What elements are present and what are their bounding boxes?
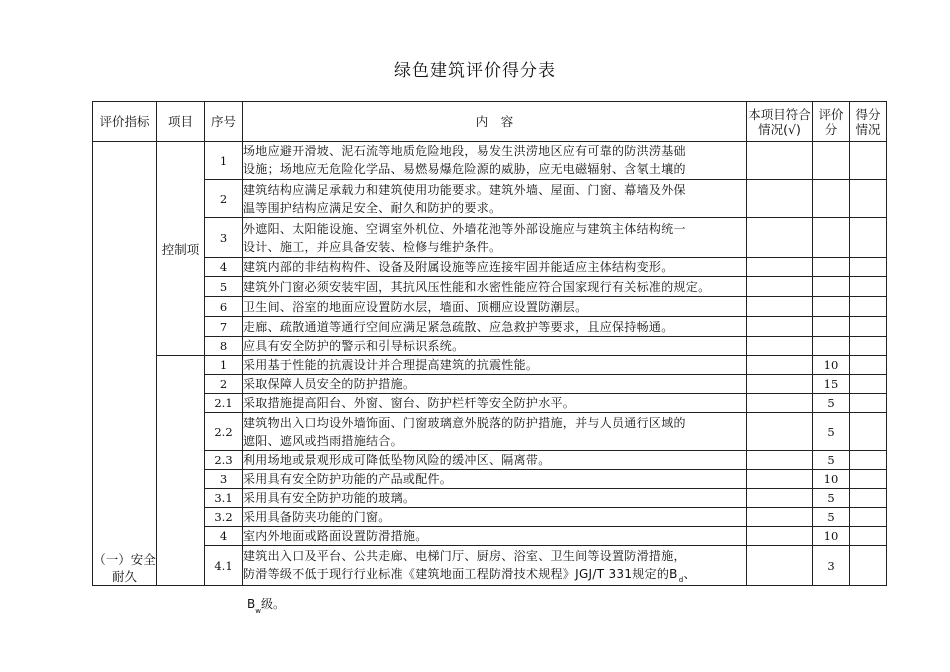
compliance-cell [747,297,813,317]
content-line-1: 采用基于性能的抗震设计并合理提高建筑的抗震性能。 [243,358,539,372]
content-line-1: 采用具有安全防护功能的玻璃。 [243,491,416,505]
seq-cell: 2 [205,375,243,394]
header-content: 内 容 [243,102,747,142]
compliance-cell [747,451,813,470]
result-cell [850,451,887,470]
content-cell [243,546,747,586]
category-cell: （一）安全耐久 [93,142,157,586]
content-cell [243,375,747,394]
compliance-cell [747,356,813,375]
header-compliance: 本项目符合情况(√) [747,102,813,142]
seq-cell: 1 [205,142,243,180]
score-cell [813,218,850,258]
content-line-1: 场地应避开滑坡、泥石流等地质危险地段，易发生洪涝地区应有可靠的防洪涝基础 [243,144,686,158]
content-line-1: 采用具备防夹功能的门窗。 [243,510,391,524]
seq-cell: 3.1 [205,489,243,508]
score-cell: 5 [813,489,850,508]
content-line-1: 走廊、疏散通道等通行空间应满足紧急疏散、应急救护等要求，且应保持畅通。 [243,319,674,334]
result-cell [850,297,887,317]
compliance-cell [747,489,813,508]
result-cell [850,317,887,337]
seq-cell: 8 [205,337,243,356]
compliance-cell [747,375,813,394]
table-row [93,258,887,277]
content-line-1: 应具有安全防护的警示和引导标识系统。 [243,339,465,353]
content-cell [243,218,747,258]
content-line-1: 采取措施提高阳台、外窗、窗台、防护栏杆等安全防护水平。 [243,396,576,410]
result-cell [850,413,887,451]
table-row [93,489,887,508]
overflow-text [247,595,285,615]
content-line-1: 卫生间、浴室的地面应设置防水层，墙面、顶棚应设置防潮层。 [243,299,588,314]
page-title: 绿色建筑评价得分表 [394,61,556,81]
compliance-cell [747,277,813,297]
content-cell [243,180,747,218]
score-cell: 5 [813,413,850,451]
score-cell: 5 [813,508,850,527]
seq-cell: 2.1 [205,394,243,413]
table-row [93,527,887,546]
score-cell [813,277,850,297]
score-table [92,101,887,586]
seq-cell: 4.1 [205,546,243,586]
table-row [93,297,887,317]
compliance-cell [747,508,813,527]
content-line-1: 采用具有安全防护功能的产品或配件。 [243,472,453,486]
score-cell: 3 [813,546,850,586]
seq-cell: 3 [205,218,243,258]
table-row [93,394,887,413]
content-cell [243,527,747,546]
score-cell: 5 [813,451,850,470]
seq-cell: 4 [205,258,243,277]
compliance-cell [747,142,813,180]
score-cell: 10 [813,356,850,375]
header-indicator: 评价指标 [93,102,157,142]
content-line-1: 室内外地面或路面设置防滑措施。 [243,529,428,543]
result-cell [850,508,887,527]
compliance-cell [747,258,813,277]
table-row [93,356,887,375]
table-row [93,180,887,218]
content-cell [243,317,747,337]
result-cell [850,375,887,394]
table-row [93,508,887,527]
result-cell [850,277,887,297]
result-cell [850,527,887,546]
table-header-row [93,102,887,142]
compliance-cell [747,394,813,413]
score-cell: 10 [813,470,850,489]
content-cell [243,508,747,527]
group-scoring [157,356,205,586]
result-cell [850,470,887,489]
compliance-cell [747,180,813,218]
result-cell [850,394,887,413]
score-cell [813,337,850,356]
compliance-cell [747,337,813,356]
content-line-2: 防滑等级不低于现行行业标准《建筑地面工程防滑技术规程》JGJ/T 331规定的$B_d$、 [243,566,696,584]
table-row [93,470,887,489]
result-cell [850,337,887,356]
content-line-1: 建筑物出入口均设外墙饰面、门窗玻璃意外脱落的防护措施，并与人员通行区域的 [243,415,686,430]
content-cell [243,451,747,470]
result-cell [850,180,887,218]
table-row [93,317,887,337]
table-row [93,277,887,297]
result-cell [850,546,887,586]
result-cell [850,142,887,180]
table-row [93,546,887,586]
header-score: 评价分 [813,102,850,142]
compliance-cell [747,218,813,258]
score-cell: 10 [813,527,850,546]
seq-cell: 6 [205,297,243,317]
content-line-2: 温等围护结构应满足安全、耐久和防护的要求。 [243,200,502,215]
content-line-1: 利用场地或景观形成可降低坠物风险的缓冲区、隔离带。 [243,453,551,467]
table-row [93,142,887,180]
result-cell [850,218,887,258]
result-cell [850,489,887,508]
score-cell [813,180,850,218]
result-cell [850,258,887,277]
table-row [93,218,887,258]
content-cell [243,277,747,297]
content-line-1: 建筑内部的非结构构件、设备及附属设施等应连接牢固并能适应主体结构变形。 [243,260,674,274]
content-cell [243,258,747,277]
score-cell [813,317,850,337]
compliance-cell [747,546,813,586]
score-cell: 15 [813,375,850,394]
seq-cell: 2.3 [205,451,243,470]
table-row [93,337,887,356]
table-row [93,451,887,470]
content-line-1: 建筑结构应满足承载力和建筑使用功能要求。建筑外墙、屋面、门窗、幕墙及外保 [243,182,686,197]
table-row [93,413,887,451]
content-cell [243,394,747,413]
seq-cell: 1 [205,356,243,375]
compliance-cell [747,317,813,337]
group-control: 控制项 [157,142,205,356]
seq-cell: 5 [205,277,243,297]
compliance-cell [747,413,813,451]
seq-cell: 3 [205,470,243,489]
header-item: 项目 [157,102,205,142]
result-cell [850,356,887,375]
content-line-2: 设施；场地应无危险化学品、易燃易爆危险源的威胁，应无电磁辐射、含氡土壤的 [243,162,686,176]
score-cell [813,142,850,180]
score-cell [813,297,850,317]
content-line-1: 外遮阳、太阳能设施、空调室外机位、外墙花池等外部设施应与建筑主体结构统一 [243,221,686,236]
seq-cell: 7 [205,317,243,337]
compliance-cell [747,470,813,489]
content-cell [243,470,747,489]
content-line-1: 建筑外门窗必须安装牢固，其抗风压性能和水密性能应符合国家现行有关标准的规定。 [243,279,711,294]
tail-rest: 级。 [260,597,285,611]
header-seq: 序号 [205,102,243,142]
seq-cell: 4 [205,527,243,546]
content-line-1: 采取保障人员安全的防护措施。 [243,377,416,391]
content-line-2: 遮阳、遮风或挡雨措施结合。 [243,433,403,448]
score-cell: 5 [813,394,850,413]
content-cell [243,297,747,317]
content-cell [243,489,747,508]
content-line-1: 建筑出入口及平台、公共走廊、电梯门厅、厨房、浴室、卫生间等设置防滑措施， [243,548,686,563]
tail-main: B [247,597,256,611]
seq-cell: 3.2 [205,508,243,527]
header-result: 得分情况 [850,102,887,142]
score-cell [813,258,850,277]
compliance-cell [747,527,813,546]
tail-sub: w [255,607,261,615]
seq-cell: 2.2 [205,413,243,451]
table-row [93,375,887,394]
content-cell [243,413,747,451]
content-cell [243,142,747,180]
content-cell [243,337,747,356]
content-line-2: 设计、施工，并应具备安装、检修与维护条件。 [243,239,502,254]
seq-cell: 2 [205,180,243,218]
content-cell [243,356,747,375]
